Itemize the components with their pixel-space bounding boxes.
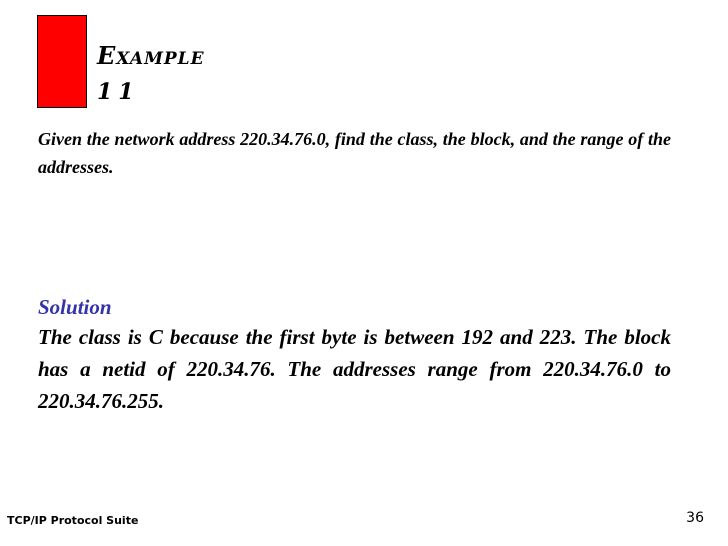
solution-heading: Solution bbox=[38, 295, 112, 319]
example-number: 11 bbox=[97, 79, 140, 105]
example-title bbox=[97, 38, 205, 110]
red-accent-box bbox=[37, 15, 87, 108]
solution-section bbox=[38, 293, 671, 417]
footer-course-title: TCP/IP Protocol Suite bbox=[7, 514, 139, 527]
problem-statement: Given the network address 220.34.76.0, find the class, the block, and the range of the addresses. bbox=[38, 129, 671, 177]
page-number: 36 bbox=[686, 510, 704, 526]
example-title-label: Example bbox=[97, 41, 205, 70]
solution-text: The class is C because the first byte is between 192 and 223. The block has a netid of 220.34.76. The addresses range from 220.34.76.0 to 220.34.76.255. bbox=[38, 325, 671, 413]
